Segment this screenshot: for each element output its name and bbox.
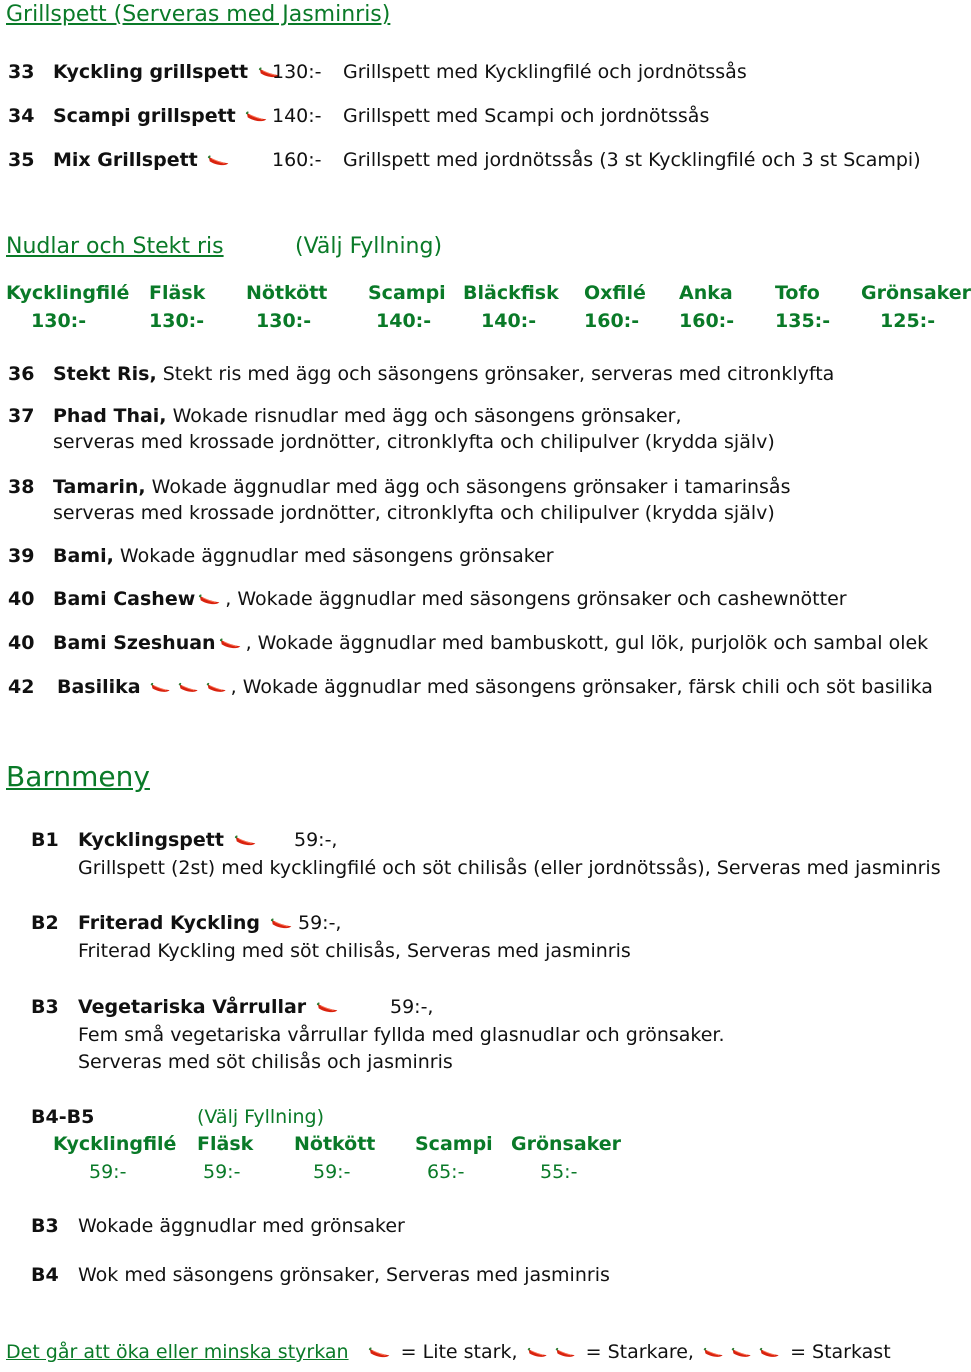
item-number: 37 <box>8 405 35 427</box>
filling-name: Tofo <box>775 282 820 304</box>
item-number: B3 <box>31 1215 59 1237</box>
chili-pepper-icon <box>206 153 232 168</box>
grill-item-name: Mix Grillspett <box>53 149 234 171</box>
noodle-item-name: Tamarin, <box>53 476 146 498</box>
noodle-item-desc-2: serveras med krossade jordnötter, citronklyfta och chilipulver (krydda själv) <box>53 431 775 453</box>
kids-filling-name: Scampi <box>415 1133 493 1155</box>
kids-filling-price: 55:- <box>540 1161 578 1183</box>
noodle-item-desc: , Wokade äggnudlar med säsongens grönsaker och cashewnötter <box>225 588 847 610</box>
filling-price: 130:- <box>31 310 87 332</box>
kids-item-name: Vegetariska Vårrullar <box>78 996 343 1018</box>
section-title-noodles: Nudlar och Stekt ris <box>6 234 224 259</box>
noodle-item-desc: , Wokade äggnudlar med säsongens grönsaker, färsk chili och söt basilika <box>230 676 933 698</box>
item-number: B1 <box>31 829 59 851</box>
item-number: B3 <box>31 996 59 1018</box>
chili-pepper-icon <box>149 680 173 695</box>
noodle-item-desc: Wokade äggnudlar med ägg och säsongens grönsaker i tamarinsås <box>151 476 791 498</box>
noodle-item-name: Phad Thai, <box>53 405 167 427</box>
chili-pepper-icon <box>218 636 244 651</box>
chili-pepper-icon <box>702 1345 726 1360</box>
chili-pepper-icon <box>315 1000 341 1015</box>
noodle-item-desc: Stekt ris med ägg och säsongens grönsaker, serveras med citronklyfta <box>162 363 835 385</box>
kids-filling-price: 59:- <box>313 1161 351 1183</box>
item-number: 35 <box>8 149 35 171</box>
kids-filling-label: (Välj Fyllning) <box>197 1106 324 1128</box>
noodle-item <box>53 545 554 567</box>
grill-item-desc: Grillspett med Kycklingfilé och jordnötssås <box>343 61 747 83</box>
kids-item-name: Friterad Kyckling <box>78 912 297 934</box>
grill-item-price: 130:- <box>272 61 322 83</box>
filling-name: Bläckfisk <box>463 282 559 304</box>
noodle-item <box>53 363 834 385</box>
item-number: 38 <box>8 476 35 498</box>
kids-filling-price: 59:- <box>203 1161 241 1183</box>
item-number: 36 <box>8 363 35 385</box>
filling-name: Scampi <box>368 282 446 304</box>
filling-name: Fläsk <box>149 282 206 304</box>
legend-starkast: = Starkast <box>790 1341 891 1363</box>
noodle-item <box>53 588 847 610</box>
filling-name: Anka <box>679 282 733 304</box>
item-number: 33 <box>8 61 35 83</box>
kids-filling-price: 65:- <box>427 1161 465 1183</box>
item-number: 39 <box>8 545 35 567</box>
grill-item-price: 140:- <box>272 105 322 127</box>
kids-filling-name: Fläsk <box>197 1133 254 1155</box>
kids-item-price: 59:-, <box>298 912 342 934</box>
chili-pepper-icon <box>554 1345 578 1360</box>
kids-item-desc-2: Serveras med söt chilisås och jasminris <box>78 1051 453 1073</box>
item-number: B4 <box>31 1264 59 1286</box>
filling-price: 130:- <box>256 310 312 332</box>
grill-item-desc: Grillspett med Scampi och jordnötssås <box>343 105 710 127</box>
noodle-item <box>57 676 933 698</box>
noodle-item-desc: Wokade risnudlar med ägg och säsongens grönsaker, <box>172 405 682 427</box>
filling-label: (Välj Fyllning) <box>295 234 443 259</box>
filling-price: 130:- <box>149 310 205 332</box>
filling-name: Nötkött <box>246 282 328 304</box>
filling-name: Oxfilé <box>584 282 646 304</box>
chili-pepper-icon <box>177 680 201 695</box>
noodle-item-name: Bami Cashew <box>53 588 196 610</box>
chili-pepper-icon <box>205 680 229 695</box>
section-title-grill: Grillspett (Serveras med Jasminris) <box>6 2 391 27</box>
kids-filling-price: 59:- <box>89 1161 127 1183</box>
noodle-item-name: Basilika <box>57 676 141 698</box>
section-title-kids: Barnmeny <box>6 760 150 793</box>
chili-pepper-icon <box>730 1345 754 1360</box>
chili-pepper-icon <box>269 916 295 931</box>
chili-pepper-icon <box>758 1345 782 1360</box>
kids-filling-range: B4-B5 <box>31 1106 95 1128</box>
chili-pepper-icon <box>244 109 270 124</box>
item-number: 42 <box>8 676 35 698</box>
kids-filling-name: Kycklingfilé <box>53 1133 177 1155</box>
filling-price: 160:- <box>679 310 735 332</box>
grill-item-33 <box>8 61 34 83</box>
grill-item-price: 160:- <box>272 149 322 171</box>
filling-name: Kycklingfilé <box>6 282 130 304</box>
grill-item-name: Kyckling grillspett <box>53 61 285 83</box>
noodle-item <box>53 405 682 427</box>
kids-item-name: Kycklingspett <box>78 829 261 851</box>
filling-price: 125:- <box>880 310 936 332</box>
item-number: 40 <box>8 632 35 654</box>
kids-item-desc: Friterad Kyckling med söt chilisås, Serveras med jasminris <box>78 940 631 962</box>
kids-item-desc: Fem små vegetariska vårrullar fyllda med glasnudlar och grönsaker. <box>78 1024 725 1046</box>
filling-price: 140:- <box>376 310 432 332</box>
noodle-item-name: Bami Szeshuan <box>53 632 216 654</box>
noodle-item <box>53 632 928 654</box>
noodle-item-desc: Wokade äggnudlar med säsongens grönsaker <box>119 545 554 567</box>
chili-pepper-icon <box>233 833 259 848</box>
filling-price: 140:- <box>481 310 537 332</box>
filling-name: Grönsaker <box>861 282 971 304</box>
item-number: 40 <box>8 588 35 610</box>
kids-filling-name: Grönsaker <box>511 1133 622 1155</box>
legend-lite: = Lite stark, <box>400 1341 518 1363</box>
grill-item-desc: Grillspett med jordnötssås (3 st Kycklingfilé och 3 st Scampi) <box>343 149 921 171</box>
chili-pepper-icon <box>197 592 223 607</box>
kids-item-price: 59:-, <box>390 996 434 1018</box>
chili-pepper-icon <box>526 1345 550 1360</box>
filling-price: 135:- <box>775 310 831 332</box>
kids-item-price: 59:-, <box>294 829 338 851</box>
noodle-item-name: Stekt Ris, <box>53 363 157 385</box>
grill-item-name: Scampi grillspett <box>53 105 272 127</box>
kids-item-desc: Grillspett (2st) med kycklingfilé och söt chilisås (eller jordnötssås), Serveras med jasminris <box>78 857 941 879</box>
noodle-item-desc: , Wokade äggnudlar med bambuskott, gul lök, purjolök och sambal olek <box>245 632 929 654</box>
noodle-item-desc-2: serveras med krossade jordnötter, citronklyfta och chilipulver (krydda själv) <box>53 502 775 524</box>
noodle-item-name: Bami, <box>53 545 114 567</box>
item-number: 34 <box>8 105 35 127</box>
spice-note: Det går att öka eller minska styrkan <box>6 1341 349 1363</box>
kids-extra-desc: Wokade äggnudlar med grönsaker <box>78 1215 405 1237</box>
item-number: B2 <box>31 912 59 934</box>
kids-filling-name: Nötkött <box>294 1133 376 1155</box>
spice-legend <box>6 1341 891 1363</box>
legend-starkare: = Starkare, <box>585 1341 694 1363</box>
chili-pepper-icon <box>367 1345 393 1360</box>
filling-price: 160:- <box>584 310 640 332</box>
kids-extra-desc: Wok med säsongens grönsaker, Serveras med jasminris <box>78 1264 610 1286</box>
noodle-item <box>53 476 790 498</box>
